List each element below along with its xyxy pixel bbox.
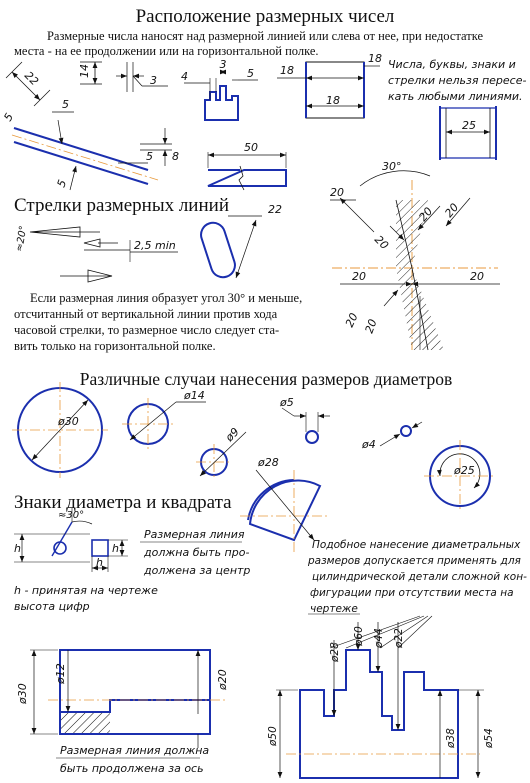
svg-text:размеров допускается применять: размеров допускается применять для — [308, 555, 521, 567]
circle-phi5 — [279, 396, 330, 443]
svg-text:5: 5 — [54, 178, 70, 190]
svg-text:18: 18 — [368, 52, 382, 65]
circle-phi25 — [424, 440, 496, 512]
heading-signs: Знаки диаметра и квадрата — [14, 492, 232, 513]
svg-text:ø5: ø5 — [280, 396, 294, 409]
svg-text:20: 20 — [371, 232, 391, 253]
svg-text:5: 5 — [1, 110, 17, 124]
partial-circle-phi28 — [240, 456, 330, 552]
svg-text:2,5 min: 2,5 min — [134, 239, 176, 252]
square-sign — [92, 540, 128, 572]
note-crossing — [388, 58, 526, 103]
svg-text:ø4: ø4 — [362, 438, 376, 451]
svg-text:ø38: ø38 — [445, 728, 457, 748]
rect-50-broken — [208, 141, 286, 190]
svg-text:ø60: ø60 — [353, 626, 365, 646]
note-h — [14, 584, 158, 613]
svg-text:стрелки нельзя пересе-: стрелки нельзя пересе- — [388, 74, 527, 87]
paragraph-angle-2: отсчитанный от вертикальной линии против хода — [14, 307, 278, 321]
svg-text:h - принятая на чертеже: h - принятая на чертеже — [14, 584, 158, 597]
note-similar — [307, 539, 527, 615]
diameter-sign — [14, 508, 92, 562]
svg-text:14: 14 — [78, 64, 91, 78]
svg-text:18: 18 — [280, 64, 294, 77]
svg-text:чертеже: чертеже — [310, 603, 358, 615]
circle-phi9 — [196, 425, 246, 480]
note-axis — [56, 744, 209, 775]
svg-text:22: 22 — [21, 68, 41, 89]
svg-text:5: 5 — [247, 67, 254, 80]
svg-text:20: 20 — [330, 186, 344, 199]
dim-3-shelf — [116, 62, 168, 92]
svg-text:ø14: ø14 — [184, 389, 205, 402]
svg-text:кать любыми линиями.: кать любыми линиями. — [388, 90, 523, 103]
svg-text:Подобное нанесение диаметральн: Подобное нанесение диаметральных — [312, 539, 521, 551]
svg-text:4: 4 — [181, 70, 188, 83]
svg-text:20: 20 — [470, 270, 484, 283]
svg-text:22: 22 — [268, 203, 282, 216]
svg-text:≈20°: ≈20° — [14, 224, 30, 253]
svg-text:25: 25 — [462, 119, 476, 132]
paragraph-placement-1: Размерные числа наносят над размерной линией или слева от нее, при недостатке — [46, 29, 484, 43]
svg-text:8: 8 — [172, 150, 179, 163]
svg-text:ø44: ø44 — [373, 628, 385, 648]
svg-text:фигурации при отсутствии места: фигурации при отсутствии места на — [310, 587, 514, 599]
parallel-diagonal-5 — [1, 98, 158, 190]
circle-phi30 — [12, 382, 108, 478]
paragraph-angle-3: часовой стрелки, то размерное число следует ста- — [14, 323, 280, 337]
svg-text:≈30°: ≈30° — [58, 510, 85, 521]
svg-text:h: h — [96, 556, 103, 569]
paragraph-angle-1: Если размерная линия образует угол 30° и меньше, — [30, 291, 303, 305]
svg-text:Размерная линия: Размерная линия — [144, 528, 245, 541]
heading-diameters: Различные случаи нанесения размеров диаметров — [79, 369, 453, 389]
svg-text:ø9: ø9 — [222, 425, 242, 445]
paragraph-angle-4: вить только на горизонтальной полке. — [14, 339, 216, 353]
svg-text:должена за центр: должена за центр — [144, 564, 251, 577]
svg-text:цилиндрической детали сложной: цилиндрической детали сложной кон- — [312, 571, 527, 583]
svg-text:20: 20 — [416, 204, 436, 224]
svg-text:высота цифр: высота цифр — [14, 600, 90, 613]
rect-25 — [440, 106, 496, 160]
heading-placement: Расположение размерных чисел — [135, 6, 395, 27]
svg-text:20: 20 — [362, 317, 380, 336]
circle-phi14 — [122, 389, 206, 450]
heading-arrows: Стрелки размерных линий — [14, 195, 229, 216]
svg-text:3: 3 — [150, 74, 157, 87]
dim-14-vertical — [78, 62, 102, 84]
svg-text:5: 5 — [146, 150, 153, 163]
hatched-section-18 — [277, 52, 382, 118]
dim-22-diagonal — [6, 62, 50, 106]
svg-text:h: h — [112, 542, 119, 555]
svg-text:ø20: ø20 — [216, 669, 229, 690]
svg-text:20: 20 — [342, 311, 361, 330]
svg-text:ø22: ø22 — [393, 628, 405, 648]
stepped-shaft — [267, 616, 495, 778]
svg-text:50: 50 — [244, 141, 258, 154]
arrow-shapes — [14, 225, 178, 282]
angle-diagram — [330, 160, 500, 350]
svg-text:18: 18 — [326, 94, 340, 107]
svg-text:20: 20 — [352, 270, 366, 283]
stepped-part-left — [16, 650, 229, 748]
svg-text:ø50: ø50 — [267, 726, 279, 746]
svg-text:должна быть про-: должна быть про- — [144, 546, 250, 559]
svg-text:ø28: ø28 — [258, 456, 279, 469]
comb-part — [181, 58, 258, 120]
svg-text:быть продолжена за ось: быть продолжена за ось — [60, 762, 204, 775]
paragraph-placement-2: места - на ее продолжении или на горизонтальной полке. — [14, 44, 319, 58]
note-center — [140, 528, 250, 577]
svg-text:ø54: ø54 — [483, 728, 495, 748]
svg-text:h: h — [14, 542, 21, 555]
svg-text:ø30: ø30 — [16, 683, 29, 704]
svg-text:ø25: ø25 — [454, 464, 475, 477]
svg-text:20: 20 — [442, 200, 462, 220]
svg-text:3: 3 — [219, 58, 227, 71]
svg-text:5: 5 — [62, 98, 69, 111]
svg-text:Размерная линия должна: Размерная линия должна — [60, 744, 210, 757]
svg-text:Числа, буквы, знаки и: Числа, буквы, знаки и — [388, 58, 516, 71]
svg-text:ø12: ø12 — [54, 663, 67, 684]
svg-text:ø30: ø30 — [58, 415, 79, 428]
circle-phi4 — [361, 422, 422, 451]
svg-text:30°: 30° — [382, 160, 402, 173]
svg-text:ø28: ø28 — [329, 642, 341, 662]
